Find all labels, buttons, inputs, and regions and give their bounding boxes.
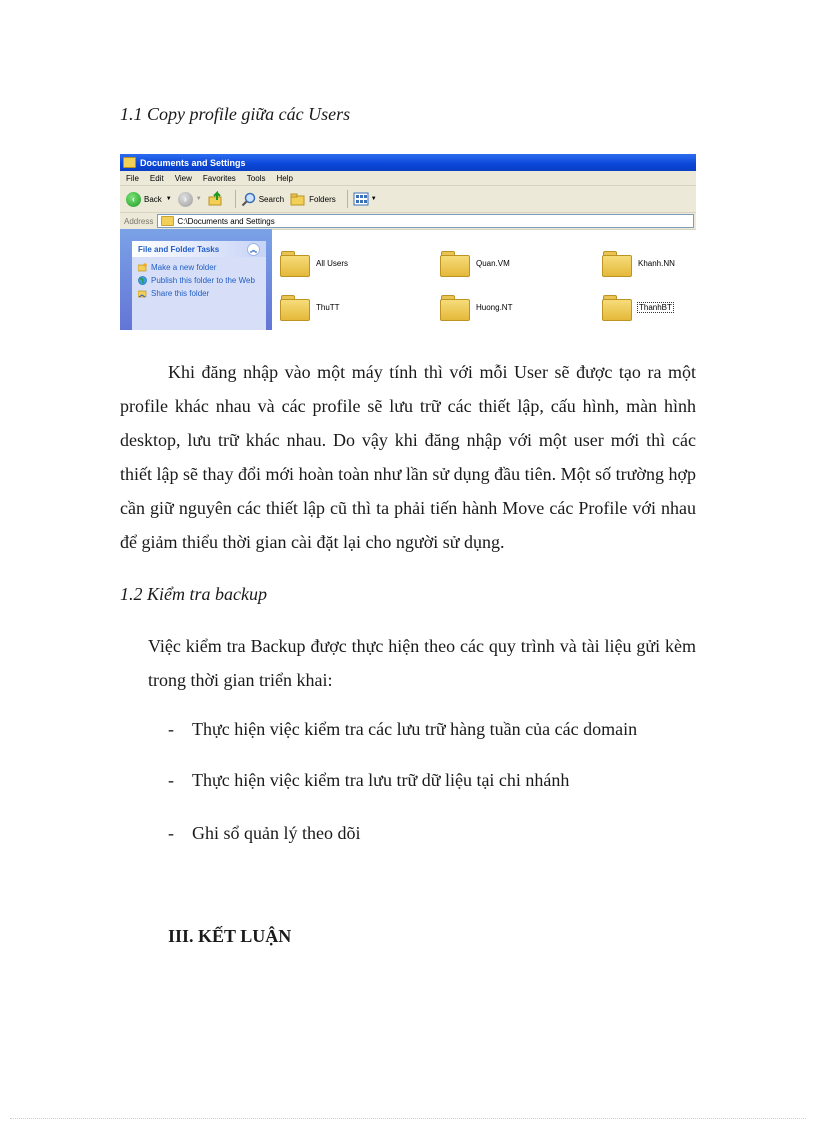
explorer-content	[120, 229, 696, 330]
chevron-down-icon[interactable]: ▼	[370, 196, 377, 202]
explorer-title: Documents and Settings	[140, 157, 246, 168]
menu-edit[interactable]: Edit	[149, 173, 164, 183]
menu-help[interactable]: Help	[276, 173, 293, 183]
bullet-item	[168, 770, 569, 791]
collapse-icon[interactable]: ︽	[247, 243, 260, 256]
file-folder-tasks-box	[132, 241, 266, 330]
folder-item-thanhbt[interactable]	[602, 295, 673, 319]
explorer-toolbar	[120, 186, 696, 213]
toolbar-separator	[347, 190, 348, 208]
section-heading-backup: 1.2 Kiểm tra backup	[120, 584, 267, 604]
task-pane-header[interactable]	[132, 241, 266, 257]
explorer-screenshot	[120, 154, 696, 330]
address-input[interactable]	[157, 214, 694, 228]
chevron-down-icon[interactable]: ▼	[195, 196, 202, 202]
section-heading-conclusion: III. KẾT LUẬN	[168, 926, 292, 946]
back-label: Back	[144, 194, 162, 204]
menu-tools[interactable]: Tools	[246, 173, 266, 183]
paragraph-profile: Khi đăng nhập vào một máy tính thì với mỗi User sẽ được tạo ra một profile khác nhau và các profile sẽ lưu trữ các thiết lập, cấu hình, màn hình desktop, lưu trữ khác nhau. Do vậy khi đăng nhập với một user mới thì các thiết lập sẽ thay đổi mới hoàn toàn như lần sử dụng đầu tiên. Một số trường hợp cần giữ nguyên các thiết lập cũ thì ta phải tiến hành Move các Profile với nhau để giảm thiểu thời gian cài đặt lại cho người sử dụng.	[120, 362, 696, 552]
views-button[interactable]	[353, 192, 377, 206]
search-icon	[241, 192, 256, 207]
folder-icon	[440, 295, 468, 319]
folder-label: ThuTT	[316, 302, 340, 312]
search-button[interactable]	[241, 192, 284, 207]
bullet-marker: -	[168, 770, 174, 790]
up-folder-icon	[208, 191, 224, 207]
folder-label: Huong.NT	[476, 302, 513, 312]
bullet-marker: -	[168, 719, 174, 739]
forward-button[interactable]	[178, 192, 202, 207]
folder-label: All Users	[316, 258, 349, 268]
globe-icon	[138, 276, 147, 285]
folder-label: Khanh.NN	[638, 258, 675, 268]
folder-label: ThanhBT	[639, 302, 672, 312]
page-bottom-divider	[10, 1118, 806, 1119]
folders-button[interactable]	[290, 192, 336, 207]
bullet-item	[168, 823, 361, 844]
back-button[interactable]	[126, 192, 172, 207]
views-icon	[353, 192, 369, 206]
folder-list	[272, 229, 696, 330]
task-publish-to-web[interactable]	[132, 276, 266, 285]
folder-item-khanh-nn[interactable]	[602, 251, 675, 275]
up-folder-button[interactable]	[208, 191, 224, 207]
address-path: C:\Documents and Settings	[177, 216, 275, 226]
folder-item-quan-vm[interactable]	[440, 251, 510, 275]
task-label: Publish this folder to the Web	[151, 276, 255, 285]
folder-label: Quan.VM	[476, 258, 510, 268]
address-label: Address	[124, 216, 154, 226]
paragraph-backup-intro: Việc kiểm tra Backup được thực hiện theo các quy trình và tài liệu gửi kèm trong thời gian triển khai:	[148, 636, 696, 690]
folder-item-thutt[interactable]	[280, 295, 340, 319]
bullet-text: Thực hiện việc kiểm tra các lưu trữ hàng tuần của các domain	[192, 719, 638, 739]
folder-icon	[161, 216, 174, 226]
folder-item-huong-nt[interactable]	[440, 295, 512, 319]
task-pane-title: File and Folder Tasks	[138, 244, 220, 254]
task-make-new-folder[interactable]	[132, 263, 266, 272]
share-folder-icon	[138, 289, 147, 298]
search-label: Search	[258, 194, 285, 204]
folder-item-all-users[interactable]	[280, 251, 348, 275]
toolbar-separator	[235, 190, 236, 208]
folder-icon	[602, 251, 630, 275]
bullet-text: Ghi sổ quản lý theo dõi	[192, 823, 361, 843]
folder-icon	[123, 157, 136, 168]
task-share-folder[interactable]	[132, 289, 266, 298]
bullet-text: Thực hiện việc kiểm tra lưu trữ dữ liệu tại chi nhánh	[192, 770, 570, 790]
folder-icon	[440, 251, 468, 275]
menu-file[interactable]: File	[126, 173, 139, 183]
new-folder-icon	[138, 263, 147, 272]
folders-icon	[290, 192, 306, 207]
folder-icon	[602, 295, 630, 319]
chevron-down-icon[interactable]: ▼	[165, 196, 172, 202]
task-pane	[120, 229, 272, 330]
folder-icon	[280, 295, 308, 319]
forward-arrow-icon: ›	[178, 192, 193, 207]
bullet-marker: -	[168, 823, 174, 843]
explorer-menubar	[120, 171, 696, 186]
task-label: Make a new folder	[151, 263, 217, 272]
menu-favorites[interactable]: Favorites	[202, 173, 236, 183]
folder-icon	[280, 251, 308, 275]
section-heading-copy-profile: 1.1 Copy profile giữa các Users	[120, 104, 351, 124]
back-arrow-icon: ‹	[126, 192, 141, 207]
bullet-item	[168, 719, 637, 740]
menu-view[interactable]: View	[174, 173, 192, 183]
task-label: Share this folder	[151, 289, 210, 298]
explorer-titlebar	[120, 154, 696, 171]
folders-label: Folders	[309, 194, 336, 204]
address-bar	[120, 213, 696, 230]
